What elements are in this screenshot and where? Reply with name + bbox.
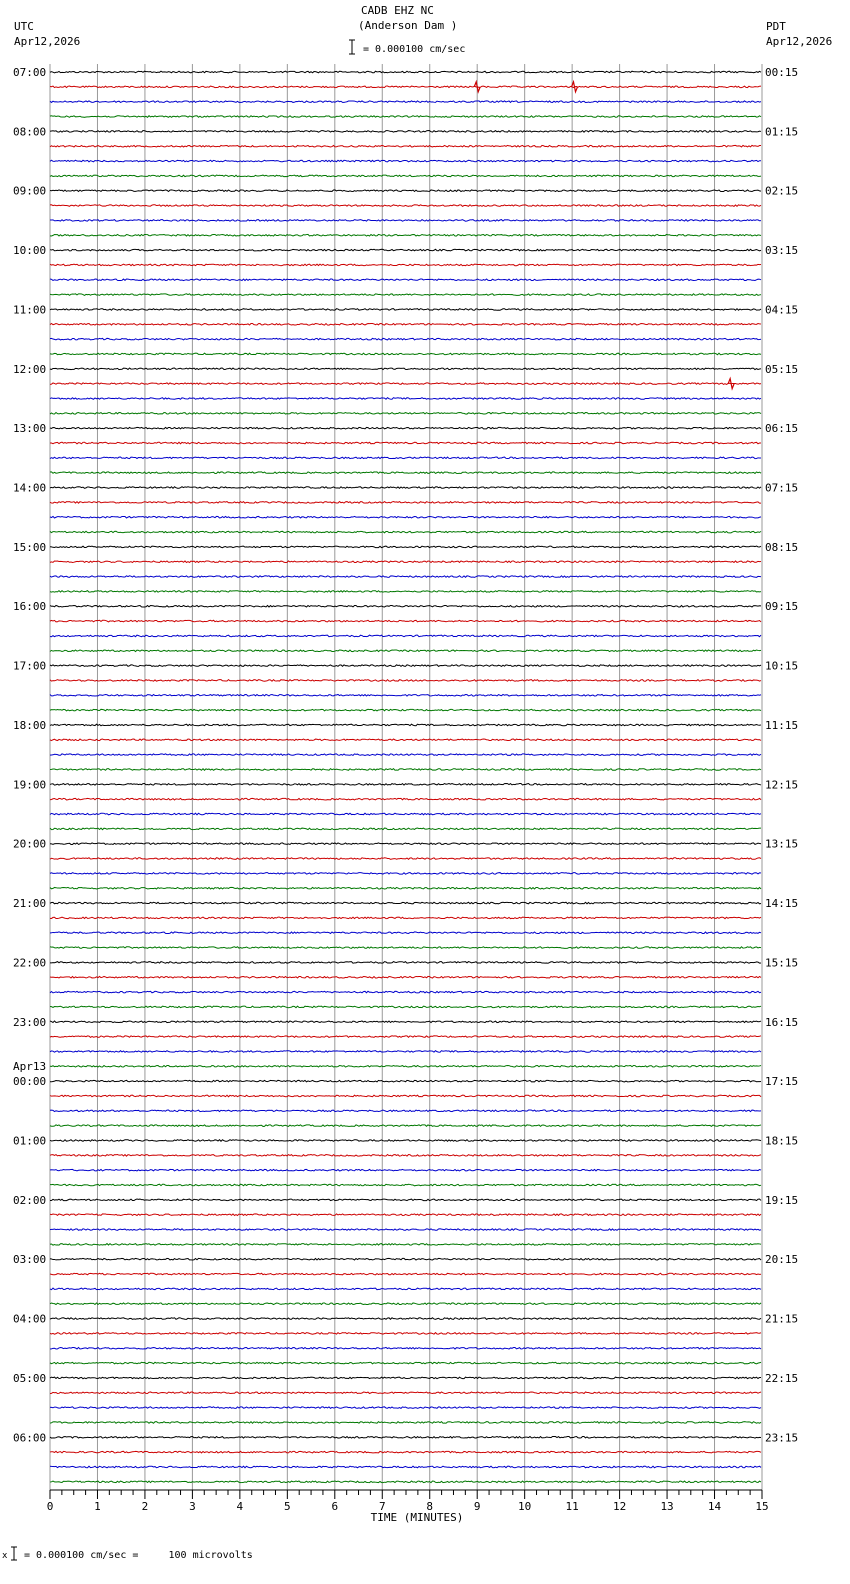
date-change-label: Apr13 — [13, 1060, 47, 1074]
pdt-hour-label: 04:15 — [765, 303, 799, 317]
pdt-hour-label: 03:15 — [765, 244, 799, 258]
trace-45 — [50, 724, 761, 726]
trace-35 — [50, 576, 761, 578]
utc-hour-label: 06:00 — [13, 1431, 47, 1445]
pdt-hour-label: 14:15 — [765, 897, 799, 911]
x-tick-label: 14 — [707, 1500, 722, 1513]
trace-20 — [50, 353, 761, 355]
trace-85 — [50, 1318, 761, 1320]
trace-67 — [50, 1051, 761, 1053]
trace-72 — [50, 1125, 761, 1127]
trace-31 — [50, 516, 761, 518]
pdt-hour-label: 00:15 — [765, 66, 799, 79]
trace-9 — [50, 190, 761, 192]
trace-25 — [50, 427, 761, 429]
trace-7 — [50, 160, 761, 162]
minute-grid — [50, 64, 762, 1490]
x-tick-label: 4 — [236, 1500, 244, 1513]
x-tick-label: 1 — [94, 1500, 101, 1513]
trace-89 — [50, 1377, 761, 1379]
trace-37 — [50, 605, 761, 607]
trace-90 — [50, 1392, 761, 1394]
trace-32 — [50, 531, 761, 533]
pdt-hour-label: 17:15 — [765, 1075, 799, 1089]
trace-3 — [50, 101, 761, 103]
header-scale-label: = 0.000100 cm/sec — [363, 44, 466, 55]
trace-58 — [50, 917, 761, 919]
trace-5 — [50, 131, 761, 133]
trace-13 — [50, 249, 761, 251]
utc-hour-label: 17:00 — [13, 659, 47, 673]
trace-6 — [50, 145, 761, 147]
trace-27 — [50, 457, 761, 459]
left-timezone: UTC — [14, 20, 34, 33]
trace-81 — [50, 1258, 761, 1260]
utc-hour-labels — [13, 66, 46, 1444]
utc-hour-label: 03:00 — [13, 1253, 47, 1267]
utc-hour-label: 21:00 — [13, 897, 47, 911]
x-tick-label: 2 — [141, 1500, 149, 1513]
trace-1 — [50, 71, 761, 73]
trace-40 — [50, 650, 761, 652]
trace-18 — [50, 323, 761, 325]
trace-64 — [50, 1006, 761, 1008]
x-tick-label: 7 — [378, 1500, 386, 1513]
pdt-hour-label: 01:15 — [765, 125, 799, 139]
pdt-hour-label: 08:15 — [765, 540, 799, 554]
pdt-hour-label: 20:15 — [765, 1253, 799, 1267]
trace-36 — [50, 591, 761, 593]
pdt-hour-label: 15:15 — [765, 956, 799, 970]
trace-95 — [50, 1466, 761, 1468]
trace-39 — [50, 635, 761, 637]
trace-76 — [50, 1184, 761, 1186]
footer-marker: x — [2, 1551, 8, 1561]
station-title: CADB EHZ NC — [361, 4, 434, 17]
utc-hour-label: 23:00 — [13, 1015, 47, 1029]
pdt-hour-label: 09:15 — [765, 600, 799, 614]
trace-70 — [50, 1095, 761, 1097]
trace-29 — [50, 487, 761, 489]
trace-4 — [50, 116, 761, 118]
trace-22 — [50, 383, 761, 385]
trace-69 — [50, 1080, 761, 1082]
utc-hour-label: 05:00 — [13, 1371, 47, 1385]
trace-2 — [50, 86, 761, 88]
trace-17 — [50, 309, 761, 311]
x-tick-label: 8 — [426, 1500, 434, 1513]
trace-93 — [50, 1436, 761, 1438]
trace-33 — [50, 546, 761, 548]
trace-24 — [50, 413, 761, 415]
utc-hour-label: 10:00 — [13, 244, 47, 258]
trace-57 — [50, 902, 761, 904]
pdt-hour-label: 11:15 — [765, 718, 799, 732]
trace-87 — [50, 1347, 761, 1349]
utc-hour-label: 19:00 — [13, 778, 47, 792]
trace-66 — [50, 1036, 761, 1038]
utc-hour-label: 01:00 — [13, 1134, 47, 1148]
trace-94 — [50, 1451, 761, 1453]
trace-73 — [50, 1140, 761, 1142]
trace-44 — [50, 709, 761, 711]
x-tick-label: 10 — [518, 1500, 532, 1513]
trace-55 — [50, 873, 761, 875]
trace-46 — [50, 739, 761, 741]
trace-79 — [50, 1229, 761, 1231]
trace-54 — [50, 858, 761, 860]
trace-23 — [50, 398, 761, 400]
trace-52 — [50, 828, 761, 830]
trace-30 — [50, 502, 761, 504]
trace-71 — [50, 1110, 761, 1112]
trace-86 — [50, 1333, 761, 1335]
trace-96 — [50, 1481, 761, 1483]
pdt-hour-label: 21:15 — [765, 1312, 799, 1326]
utc-hour-label: 12:00 — [13, 362, 47, 376]
utc-hour-label: 09:00 — [13, 184, 47, 198]
pdt-hour-labels — [765, 66, 798, 1444]
x-tick-label: 12 — [612, 1500, 627, 1513]
trace-80 — [50, 1244, 761, 1246]
trace-41 — [50, 665, 761, 667]
utc-hour-label: 04:00 — [13, 1312, 47, 1326]
trace-47 — [50, 754, 761, 756]
trace-92 — [50, 1422, 761, 1424]
pdt-hour-label: 06:15 — [765, 422, 799, 436]
trace-34 — [50, 561, 761, 563]
utc-hour-label: 14:00 — [13, 481, 47, 495]
x-tick-label: 9 — [473, 1500, 481, 1513]
utc-hour-label: 20:00 — [13, 837, 47, 851]
pdt-hour-label: 16:15 — [765, 1015, 799, 1029]
pdt-hour-label: 19:15 — [765, 1193, 799, 1207]
pdt-hour-label: 10:15 — [765, 659, 799, 673]
trace-82 — [50, 1273, 761, 1275]
trace-84 — [50, 1303, 761, 1305]
footer-scale-label: = 0.000100 cm/sec = 100 microvolts — [24, 1550, 253, 1561]
utc-hour-label: 13:00 — [13, 422, 47, 436]
trace-28 — [50, 472, 761, 474]
trace-12 — [50, 234, 761, 236]
x-axis — [47, 1490, 769, 1524]
trace-16 — [50, 294, 761, 296]
trace-19 — [50, 338, 761, 340]
trace-42 — [50, 680, 761, 682]
trace-15 — [50, 279, 761, 281]
utc-hour-label: 00:00 — [13, 1075, 47, 1089]
x-axis-title: TIME (MINUTES) — [370, 1511, 464, 1524]
trace-75 — [50, 1169, 761, 1171]
trace-88 — [50, 1362, 761, 1364]
x-tick-label: 6 — [331, 1500, 339, 1513]
trace-68 — [50, 1065, 761, 1067]
utc-hour-label: 22:00 — [13, 956, 47, 970]
pdt-hour-label: 23:15 — [765, 1431, 799, 1445]
trace-56 — [50, 887, 761, 889]
utc-hour-label: 07:00 — [13, 66, 47, 79]
trace-21 — [50, 368, 761, 370]
utc-hour-label: 15:00 — [13, 540, 47, 554]
trace-61 — [50, 962, 761, 964]
footer-scale-bar-icon — [11, 1547, 17, 1560]
trace-78 — [50, 1214, 761, 1216]
right-timezone: PDT — [766, 20, 786, 33]
trace-65 — [50, 1021, 761, 1023]
trace-53 — [50, 843, 761, 845]
trace-51 — [50, 813, 761, 815]
utc-hour-label: 08:00 — [13, 125, 47, 139]
utc-hour-label: 02:00 — [13, 1193, 47, 1207]
pdt-hour-label: 07:15 — [765, 481, 799, 495]
pdt-hour-label: 13:15 — [765, 837, 799, 851]
trace-26 — [50, 442, 761, 444]
trace-77 — [50, 1199, 761, 1201]
x-tick-label: 11 — [565, 1500, 579, 1513]
utc-hour-label: 11:00 — [13, 303, 47, 317]
header-scale-bar-icon — [349, 40, 355, 54]
trace-8 — [50, 175, 761, 177]
pdt-hour-label: 02:15 — [765, 184, 799, 198]
trace-91 — [50, 1407, 761, 1409]
left-date: Apr12,2026 — [14, 35, 81, 48]
trace-48 — [50, 769, 761, 771]
station-location: (Anderson Dam ) — [358, 19, 458, 32]
utc-hour-label: 18:00 — [13, 718, 47, 732]
x-tick-label: 0 — [46, 1500, 54, 1513]
trace-62 — [50, 976, 761, 978]
x-tick-label: 15 — [755, 1500, 769, 1513]
pdt-hour-label: 05:15 — [765, 362, 799, 376]
x-tick-label: 3 — [189, 1500, 196, 1513]
trace-83 — [50, 1288, 761, 1290]
trace-group — [50, 71, 761, 1482]
trace-14 — [50, 264, 761, 266]
trace-63 — [50, 991, 761, 993]
trace-11 — [50, 220, 761, 222]
trace-10 — [50, 205, 761, 207]
pdt-hour-label: 12:15 — [765, 778, 799, 792]
trace-43 — [50, 694, 761, 696]
utc-hour-label: 16:00 — [13, 600, 47, 614]
trace-59 — [50, 932, 761, 934]
right-date: Apr12,2026 — [766, 35, 833, 48]
trace-74 — [50, 1155, 761, 1157]
x-tick-label: 5 — [284, 1500, 291, 1513]
trace-38 — [50, 620, 761, 622]
x-tick-label: 13 — [660, 1500, 674, 1513]
pdt-hour-label: 18:15 — [765, 1134, 799, 1148]
trace-49 — [50, 784, 761, 786]
trace-50 — [50, 798, 761, 800]
pdt-hour-label: 22:15 — [765, 1371, 799, 1385]
trace-60 — [50, 947, 761, 949]
